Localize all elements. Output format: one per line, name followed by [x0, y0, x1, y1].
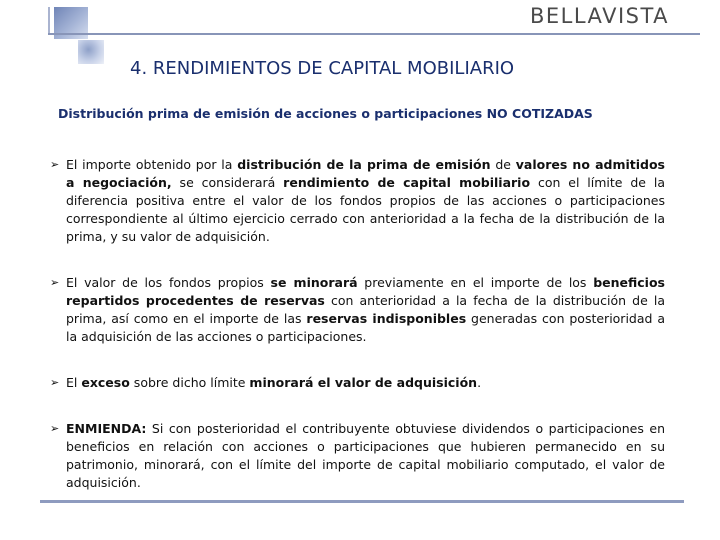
bullet-text-emphasis: valores no admitidos a negociación, — [66, 157, 665, 190]
bullet-text-emphasis: reservas indisponibles — [306, 311, 467, 326]
bullet-text-emphasis: beneficios repartidos procedentes de reservas — [66, 275, 665, 308]
bullet-list — [48, 156, 665, 520]
bullet-text: con anterioridad a la fecha de la distribución de la prima, así como en el importe de las — [66, 293, 665, 326]
bullet-text: El valor de los fondos propios — [66, 275, 271, 290]
bullet-item — [48, 420, 665, 492]
brand-logo-text: BELLAVISTA — [530, 4, 670, 28]
bullet-text: generadas con posterioridad a la adquisición de las acciones o participaciones. — [66, 311, 665, 344]
bullet-text-emphasis: rendimiento de capital mobiliario — [283, 175, 531, 190]
bullet-text-emphasis: ENMIENDA: — [66, 421, 147, 436]
section-subtitle: Distribución prima de emisión de acciones o participaciones NO COTIZADAS — [58, 106, 593, 121]
bullet-text-emphasis: exceso — [81, 375, 130, 390]
header-vertical-rule — [48, 7, 50, 35]
bullet-text-emphasis: se minorará — [270, 275, 358, 290]
footer-rule — [40, 500, 684, 503]
bullet-text: . — [477, 375, 482, 390]
arrow-bullet-icon: ➢ — [50, 276, 60, 289]
arrow-bullet-icon: ➢ — [50, 422, 60, 435]
bullet-item — [48, 156, 665, 246]
logo-square-small — [78, 40, 104, 64]
bullet-text: Si con posterioridad el contribuyente obtuviese dividendos o participaciones en beneficios en relación con acciones o participaciones que hubieren permanecido en su patrimonio, minorará, con el límite del importe de capital mobiliario computado, el valor de adquisición. — [66, 421, 665, 490]
bullet-text-emphasis: distribución de la prima de emisión — [237, 157, 491, 172]
arrow-bullet-icon: ➢ — [50, 158, 60, 171]
bullet-item — [48, 274, 665, 346]
bullet-text: sobre dicho límite — [129, 375, 250, 390]
bullet-text-emphasis: minorará el valor de adquisición — [249, 375, 478, 390]
bullet-text: con el límite de la diferencia positiva entre el valor de los fondos propios de las acciones o participaciones correspondiente al último ejercicio cerrado con anterioridad a la fecha de la distribución de la prima, y su valor de adquisición. — [66, 175, 666, 244]
bullet-text: de — [490, 157, 516, 172]
bullet-item — [48, 374, 665, 392]
bullet-text: previamente en el importe de los — [357, 275, 594, 290]
bullet-text: El importe obtenido por la — [66, 157, 238, 172]
bullet-text: se considerará — [171, 175, 284, 190]
arrow-bullet-icon: ➢ — [50, 376, 60, 389]
bullet-text: El — [66, 375, 82, 390]
page-title: 4. RENDIMIENTOS DE CAPITAL MOBILIARIO — [130, 58, 515, 79]
header-rule — [48, 33, 700, 35]
